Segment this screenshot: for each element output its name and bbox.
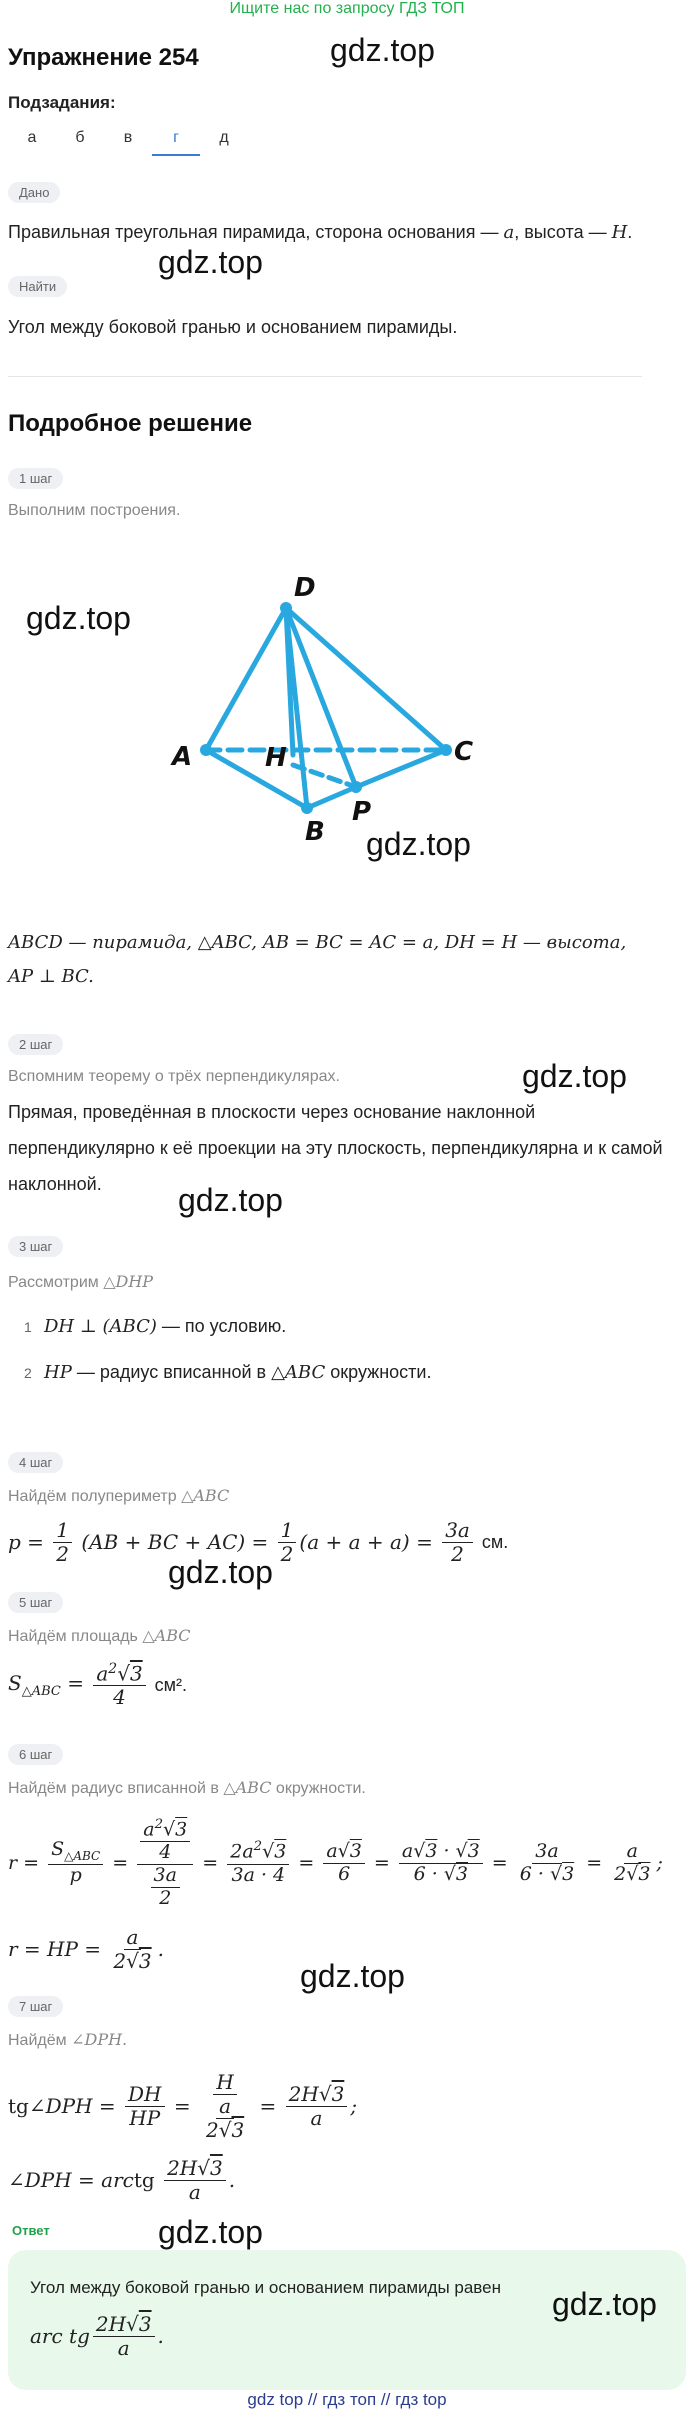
watermark: gdz.top [300, 1958, 405, 1994]
pyramid-figure [170, 570, 490, 840]
radius-formula: r = $\frac{S_{\triangle ABC}}{p}$ = $\frac{\frac{a^2√3}{4}}{\frac{3a}{2}}$ = $\frac{2a^2√3}{3a \cdot 4}$ = $\frac{a√3}{6}$ = $\frac{a√3 \cdot √3}{6 \cdot √3}$ = $\frac{3a}{6 \cdot √3}$ = $\frac{a}{2√3}$ ; [8, 1816, 663, 1909]
step-1-chip: 1 шаг [8, 468, 63, 489]
semiperimeter-formula: p = $\frac{1}{2}$ (AB + BC + AC) = $\frac{1}{2}$ (a + a + a) = $\frac{3a}{2}$ см. [8, 1517, 509, 1566]
construction-text: ABCD — пирамида, △ABC, AB = BC = AC = a, DH = H — высота, [8, 932, 627, 953]
step-1-text: Выполним построения. [8, 502, 181, 519]
step-4-muted: Найдём полупериметр △ABC [8, 1486, 230, 1505]
watermark: gdz.top [330, 32, 435, 68]
edge-pc [356, 750, 446, 787]
label-h: H [265, 743, 287, 773]
tab-b[interactable]: б [75, 129, 85, 146]
watermark: gdz.top [158, 244, 263, 280]
find-chip: Найти [8, 276, 67, 297]
area-formula: $S_{\triangle ABC}$ = $\frac{a^2√3}{4}$ см². [8, 1660, 188, 1710]
watermark: gdz.top [366, 826, 471, 862]
step-3-muted: Рассмотрим △DHP [8, 1272, 154, 1291]
divider [8, 376, 642, 377]
tab-g[interactable]: г [152, 120, 200, 156]
answer-text: Угол между боковой гранью и основанием пирамиды равен [30, 2278, 501, 2297]
label-b: B [305, 817, 325, 840]
step-4-chip: 4 шаг [8, 1452, 63, 1473]
step-2-line-2: перпендикулярно к её проекции на эту плоскость, перпендикулярна и к самой [8, 1138, 663, 1158]
answer-formula: arc tg $\frac{2H√3}{a}$ . [30, 2311, 164, 2360]
step-3-item-1: 1 DH ⊥ (ABC) — по условию. [24, 1316, 287, 1337]
given-chip: Дано [8, 182, 60, 203]
point-p [350, 781, 362, 793]
step-3-chip: 3 шаг [8, 1236, 63, 1257]
edge-bp [307, 787, 356, 808]
watermark: gdz.top [552, 2286, 657, 2322]
radius-result: r = HP = $\frac{a}{2√3}$ . [8, 1924, 164, 1973]
step-2-muted: Вспомним теорему о трёх перпендикулярах. [8, 1068, 340, 1085]
step-7-muted: Найдём ∠DPH. [8, 2030, 128, 2049]
step-6-muted: Найдём радиус вписанной в △ABC окружности. [8, 1778, 366, 1797]
pyramid-edges [206, 608, 446, 808]
find-text: Угол между боковой гранью и основанием пирамиды. [8, 317, 458, 337]
answer-chip: Ответ [12, 2223, 50, 2238]
label-c: C [454, 737, 474, 767]
given-text: Правильная треугольная пирамида, сторона основания — a, высота — H. [8, 222, 633, 243]
edge-ab [206, 750, 307, 808]
solution-title: Подробное решение [8, 410, 253, 437]
exercise-title: Упражнение 254 [8, 44, 199, 71]
watermark: gdz.top [178, 1182, 283, 1218]
label-d: D [294, 573, 316, 603]
step-6-chip: 6 шаг [8, 1744, 63, 1765]
step-2-chip: 2 шаг [8, 1034, 63, 1055]
point-c [440, 744, 452, 756]
tangent-formula: tg∠DPH = $\frac{DH}{HP}$ = $\frac{H}{\frac{a}{2√3}}$ = $\frac{2H√3}{a}$ ; [8, 2069, 358, 2142]
watermark: gdz.top [158, 2214, 263, 2250]
watermark: gdz.top [168, 1554, 273, 1590]
step-2-line-1: Прямая, проведённая в плоскости через основание наклонной [8, 1102, 536, 1122]
tab-v[interactable]: в [123, 129, 133, 146]
top-banner[interactable]: Ищите нас по запросу ГДЗ ТОП [229, 0, 465, 17]
edge-da [206, 608, 286, 750]
label-p: P [352, 797, 372, 827]
point-b [301, 802, 313, 814]
tab-a[interactable]: а [27, 129, 37, 146]
footer-links[interactable]: gdz top // гдз топ // гдз top [247, 2390, 447, 2409]
point-a [200, 744, 212, 756]
watermark: gdz.top [522, 1058, 627, 1094]
step-5-chip: 5 шаг [8, 1592, 63, 1613]
point-d [280, 602, 292, 614]
angle-result: ∠DPH = arctg $\frac{2H√3}{a}$ . [8, 2155, 236, 2204]
step-5-muted: Найдём площадь △ABC [8, 1626, 191, 1645]
watermark: gdz.top [26, 600, 131, 636]
step-2-line-3: наклонной. [8, 1174, 102, 1194]
edge-dc [286, 608, 446, 750]
step-7-chip: 7 шаг [8, 1996, 63, 2017]
label-a: A [172, 742, 193, 772]
construction-text-2: AP ⊥ BC. [8, 966, 94, 987]
step-3-item-2: 2 HP — радиус вписанной в △ABC окружности. [24, 1362, 432, 1383]
tab-d[interactable]: д [219, 129, 229, 146]
subtask-tabs [8, 120, 248, 156]
subtasks-label: Подзадания: [8, 93, 116, 112]
